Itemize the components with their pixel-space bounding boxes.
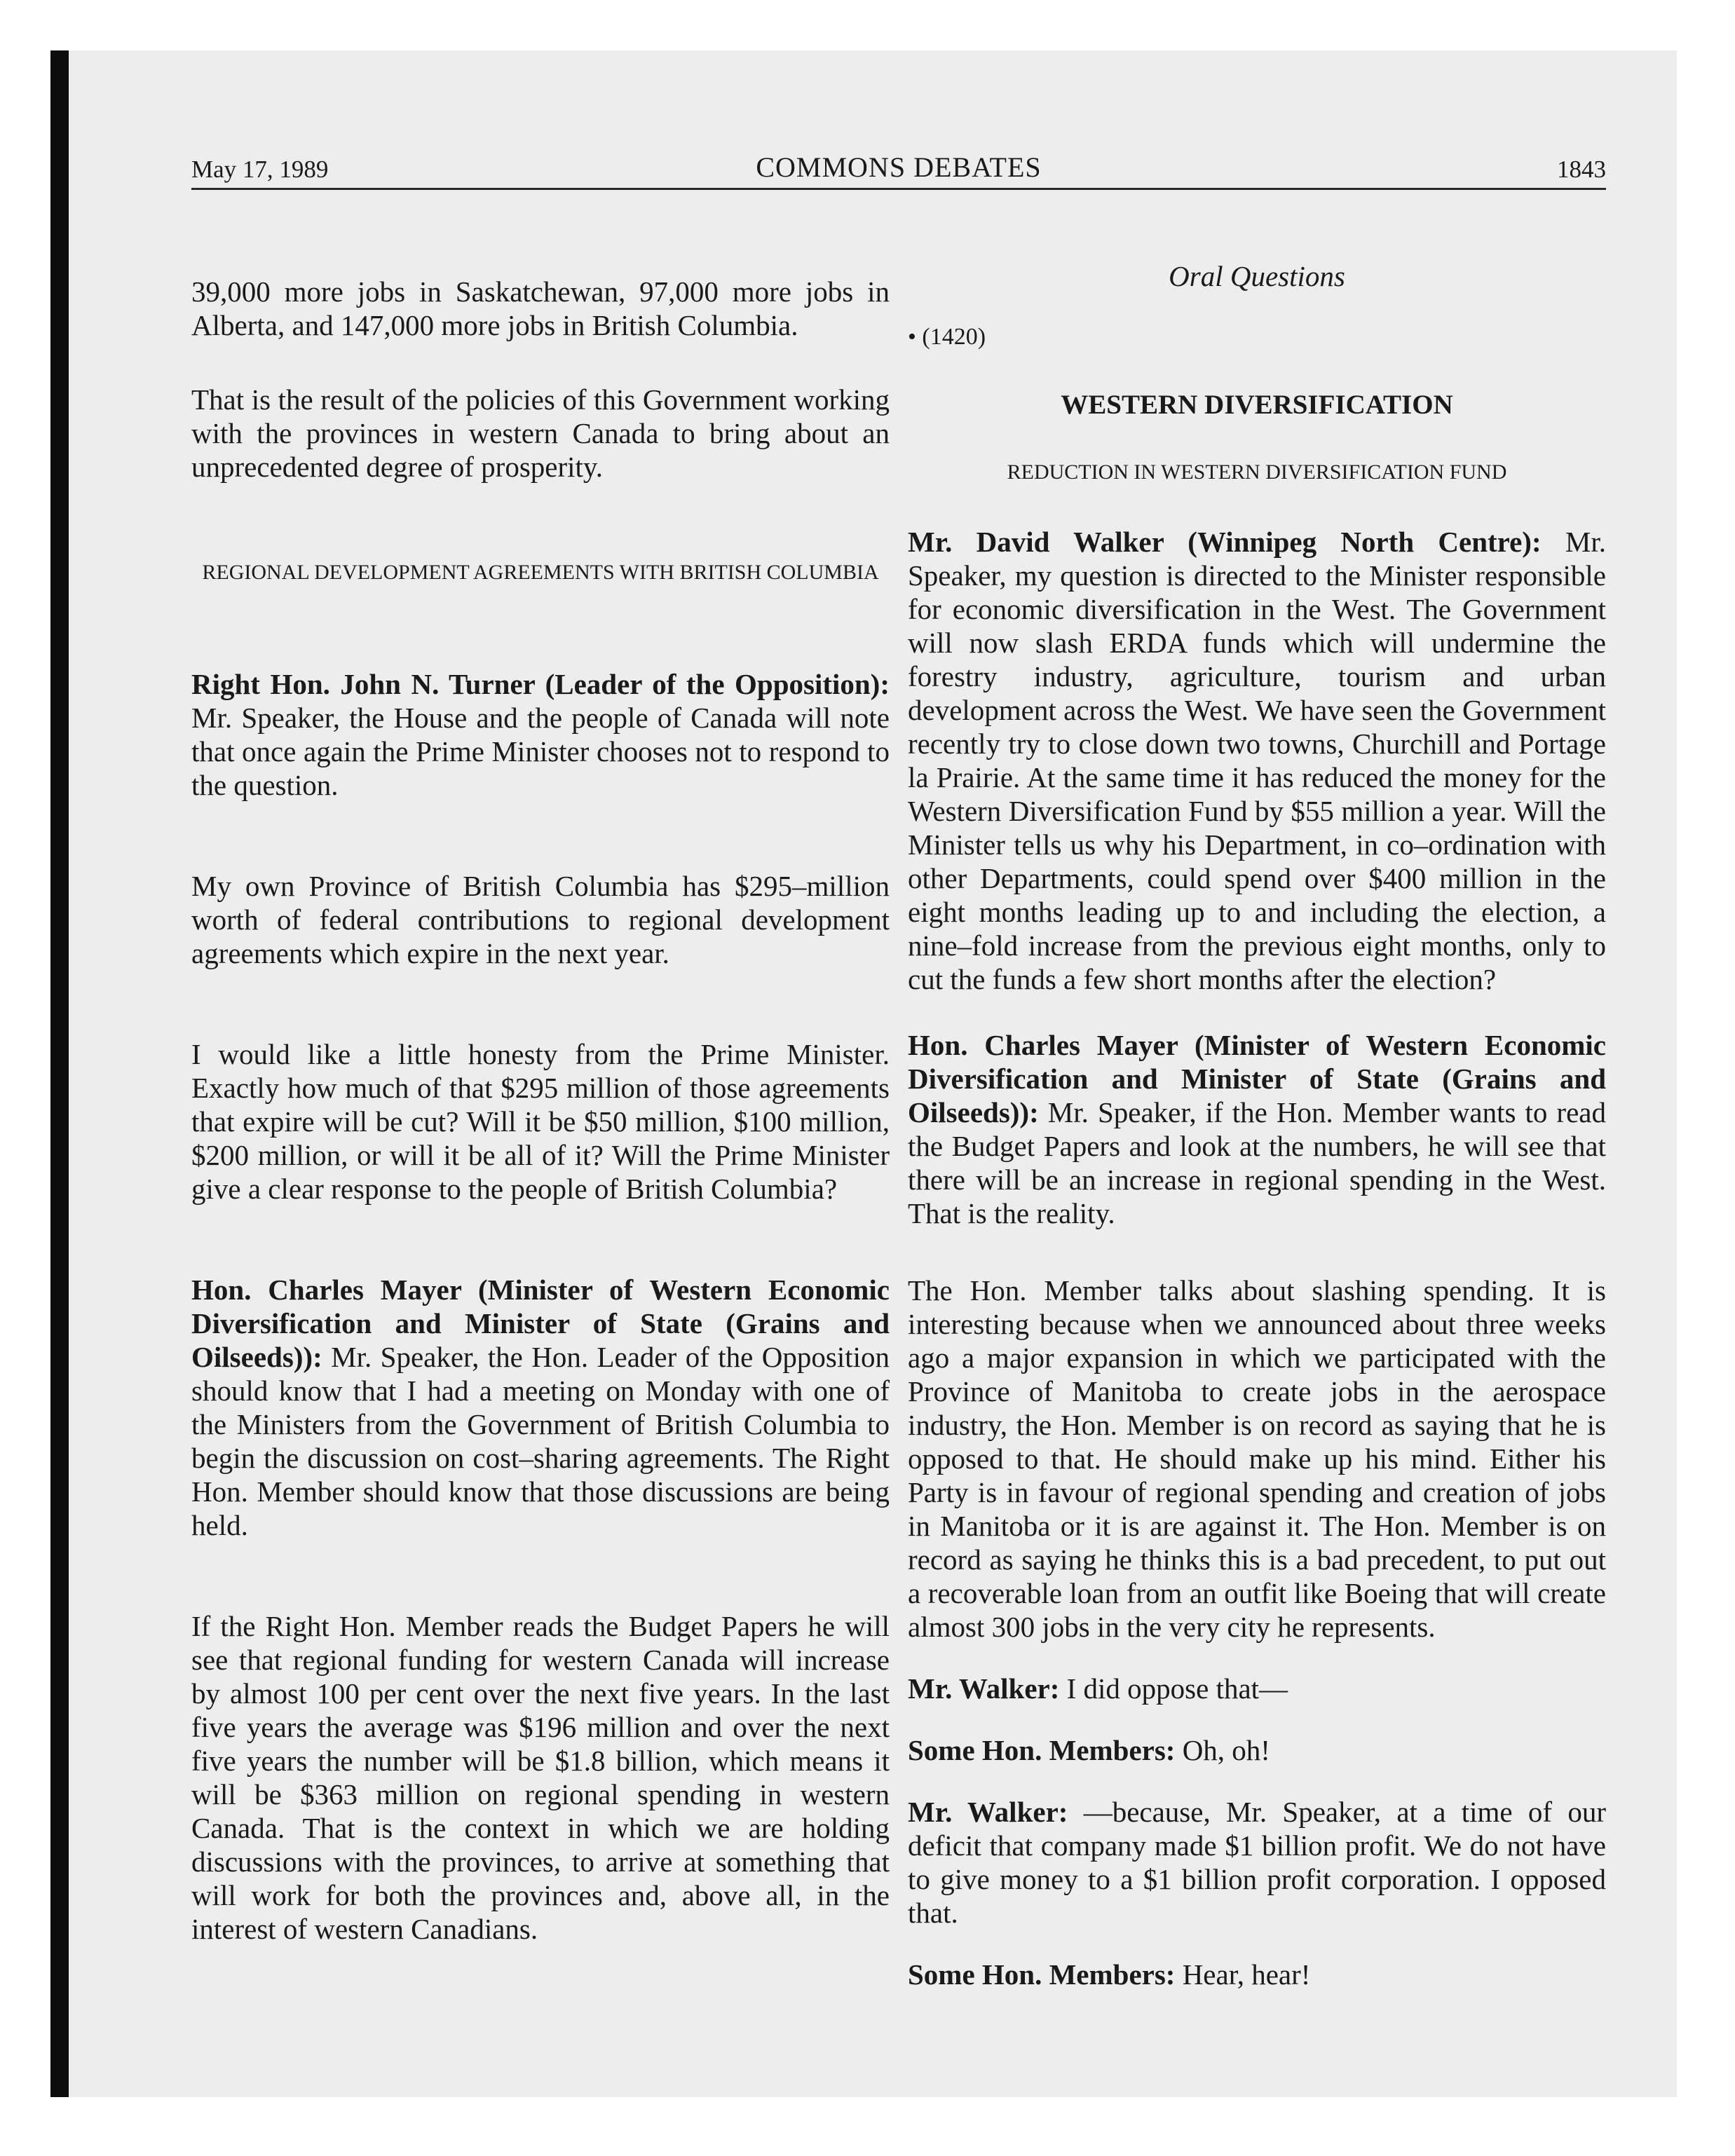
speech-text: —because, Mr. Speaker, at a time of our deficit that company made $1 billion profit. We do not have to give money to a $1 billion profit corporation. I opposed that.	[908, 1796, 1606, 1929]
subject-heading: REGIONAL DEVELOPMENT AGREEMENTS WITH BRITISH COLUMBIA	[202, 561, 879, 584]
speaker-name: Mr. Walker:	[908, 1672, 1060, 1705]
speech-text: Mr. Speaker, if the Hon. Member wants to read the Budget Papers and look at the numbers, he will see that there will be an increase in regional spending in the West. That is the reality.	[908, 1096, 1606, 1229]
paragraph	[908, 525, 1606, 996]
paragraph	[191, 1273, 890, 1542]
speech-text: I did oppose that—	[1059, 1672, 1288, 1705]
speech-text: Mr. Speaker, my question is directed to the Minister responsible for economic diversification in the West. The Government will now slash ERDA funds which will undermine the forestry industry, agriculture, tourism and urban development across the West. We have seen the Government recently try to close down two towns, Churchill and Portage la Prairie. At the same time it has reduced the money for the Western Diversification Fund by $55 million a year. Will the Minister tells us why his Department, in co–ordination with other Departments, could spend over $400 million in the eight months leading up to and including the election, a nine–fold increase from the previous eight months, only to cut the funds a few short months after the election?	[908, 526, 1606, 995]
speaker-name: Mr. Walker:	[908, 1796, 1068, 1828]
paragraph: That is the result of the policies of this Government working with the provinces in western Canada to bring about an unprecedented degree of prosperity.	[191, 383, 890, 483]
paragraph	[908, 1672, 1606, 1705]
speech-text: Mr. Speaker, the House and the people of Canada will note that once again the Prime Minister chooses not to respond to the question.	[191, 702, 890, 801]
speaker-name: Some Hon. Members:	[908, 1734, 1176, 1766]
paragraph	[908, 1958, 1606, 1991]
paragraph	[908, 1795, 1606, 1930]
right-column	[908, 320, 1606, 1991]
speech-text: Hear, hear!	[1175, 1958, 1311, 1991]
paragraph: The Hon. Member talks about slashing spending. It is interesting because when we announced about three weeks ago a major expansion in which we participated with the Province of Manitoba to create jobs in the aerospace industry, the Hon. Member is on record as saying that he is opposed to that. He should make up his mind. Either his Party is in favour of regional spending and creation of jobs in Manitoba or it is are against it. The Hon. Member is on record as saying he thinks this is a bad precedent, to put out a recoverable loan from an outfit like Boeing that will create almost 300 jobs in the very city he represents.	[908, 1274, 1606, 1643]
paragraph: I would like a little honesty from the Prime Minister. Exactly how much of that $295 million of those agreements that expire will be cut? Will it be $50 million, $100 million, $200 million, or will it be all of it? Will the Prime Minister give a clear response to the people of British Columbia?	[191, 1038, 890, 1205]
topic-heading: WESTERN DIVERSIFICATION	[1061, 390, 1453, 420]
running-header	[191, 140, 1606, 190]
header-title: COMMONS DEBATES	[756, 151, 1042, 183]
left-column	[191, 275, 890, 1946]
paragraph: 39,000 more jobs in Saskatchewan, 97,000 more jobs in Alberta, and 147,000 more jobs in British Columbia.	[191, 275, 890, 341]
speech-text: Oh, oh!	[1175, 1734, 1270, 1766]
speaker-name: Hon. Charles Mayer (Minister of Western Economic Diversification and Minister of State (Grains and Oilseeds)):	[191, 1274, 890, 1373]
paragraph: If the Right Hon. Member reads the Budget Papers he will see that regional funding for western Canada will increase by almost 100 per cent over the next five years. In the last five years the average was $196 million and over the next five years the number will be $1.8 billion, which means it will be $363 million on regional spending in western Canada. That is the context in which we are holding discussions with the provinces, to arrive at something that will work for both the provinces and, above all, in the interest of western Canadians.	[191, 1610, 890, 1945]
time-marker: • (1420)	[908, 324, 986, 350]
speaker-name: Mr. David Walker (Winnipeg North Centre):	[908, 526, 1542, 558]
section-title: Oral Questions	[1169, 260, 1345, 292]
subject-heading: REDUCTION IN WESTERN DIVERSIFICATION FUND	[1007, 460, 1507, 484]
scanned-page	[50, 50, 1677, 2097]
paragraph	[908, 1733, 1606, 1767]
paragraph	[908, 1028, 1606, 1230]
paragraph	[191, 667, 890, 802]
speech-text: Mr. Speaker, the Hon. Leader of the Opposition should know that I had a meeting on Monday with one of the Ministers from the Government of British Columbia to begin the discussion on cost–sharing agreements. The Right Hon. Member should know that those discussions are being held.	[191, 1341, 890, 1541]
page-number: 1843	[1557, 156, 1606, 183]
header-date: May 17, 1989	[191, 156, 329, 183]
speaker-name: Right Hon. John N. Turner (Leader of the Opposition):	[191, 668, 890, 700]
speaker-name: Hon. Charles Mayer (Minister of Western Economic Diversification and Minister of State (Grains and Oilseeds)):	[908, 1029, 1606, 1128]
speaker-name: Some Hon. Members:	[908, 1958, 1176, 1991]
paragraph: My own Province of British Columbia has $295–million worth of federal contributions to regional development agreements which expire in the next year.	[191, 870, 890, 969]
